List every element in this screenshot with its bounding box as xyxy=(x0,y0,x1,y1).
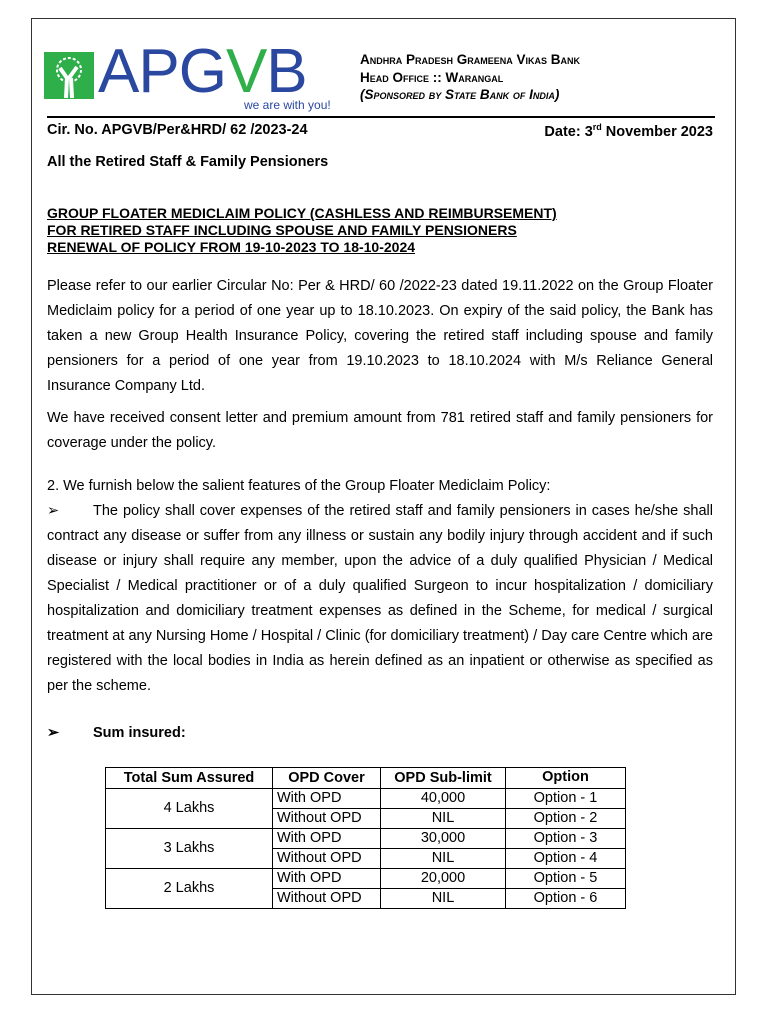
paragraph-3: 2. We furnish below the salient features of the Group Floater Mediclaim Policy: xyxy=(47,478,551,494)
column-header: OPD Sub-limit xyxy=(381,768,506,789)
opd-sublimit-cell: 20,000 xyxy=(381,869,506,889)
paragraph-4: ➢ The policy shall cover expenses of the retired staff and family pensioners in cases he/she shall contract any disease or suffer from any illness or sustain any bodily injury through accident and if such disease or injury shall require any member, upon the advice of a duly qualified Physician / Medical Specialist / Medical practitioner or of a duly qualified Surgeon to incur hospitalization / domiciliary hospitalization and domiciliary treatment expenses as defined in the Scheme, for medical / surgical treatment at any Nursing Home / Hospital / Clinic (for domiciliary treatment) / Day care Centre which are registered with the local bodies in India as herein defined as an inpatient or otherwise as specified as per the scheme. xyxy=(47,499,713,699)
paragraph-2: We have received consent letter and premium amount from 781 retired staff and family pensioners for coverage under the policy. xyxy=(47,410,713,451)
sum-insured-heading: ➢ Sum insured: xyxy=(47,725,186,741)
option-cell: Option - 2 xyxy=(506,809,626,829)
subject-line: FOR RETIRED STAFF INCLUDING SPOUSE AND FAMILY PENSIONERS xyxy=(47,222,517,238)
option-cell: Option - 4 xyxy=(506,849,626,869)
bank-info xyxy=(360,51,580,104)
column-header: Option xyxy=(506,768,626,789)
option-cell: Option - 3 xyxy=(506,829,626,849)
opd-cover-cell: Without OPD xyxy=(273,849,381,869)
sum-assured-cell: 2 Lakhs xyxy=(106,869,273,909)
bank-name: Andhra Pradesh Grameena Vikas Bank xyxy=(360,52,581,67)
opd-sublimit-cell: NIL xyxy=(381,889,506,909)
table-row xyxy=(106,789,626,809)
opd-cover-cell: Without OPD xyxy=(273,809,381,829)
sum-assured-cell: 4 Lakhs xyxy=(106,789,273,829)
subject-line: GROUP FLOATER MEDICLAIM POLICY (CASHLESS AND REIMBURSEMENT) xyxy=(47,205,557,221)
circular-date: Date: 3rd November 2023 xyxy=(544,122,713,140)
sponsor: (Sponsored by State Bank of India) xyxy=(360,87,560,102)
opd-cover-cell: With OPD xyxy=(273,869,381,889)
option-cell: Option - 1 xyxy=(506,789,626,809)
apgvb-logo xyxy=(44,37,356,112)
opd-cover-cell: With OPD xyxy=(273,829,381,849)
opd-sublimit-cell: 40,000 xyxy=(381,789,506,809)
opd-sublimit-cell: 30,000 xyxy=(381,829,506,849)
sum-insured-table xyxy=(105,767,626,909)
opd-sublimit-cell: NIL xyxy=(381,849,506,869)
logo-text: APGVB xyxy=(98,37,307,106)
circular-line xyxy=(47,122,713,140)
subject-line: RENEWAL OF POLICY FROM 19-10-2023 TO 18-10-2024 xyxy=(47,239,416,255)
table-header-row xyxy=(106,768,626,789)
bullet-arrow-icon: ➢ xyxy=(47,725,60,741)
sum-assured-cell: 3 Lakhs xyxy=(106,829,273,869)
subject xyxy=(47,205,557,256)
opd-cover-cell: Without OPD xyxy=(273,889,381,909)
addressee: All the Retired Staff & Family Pensioners xyxy=(47,154,329,170)
paragraph-1: Please refer to our earlier Circular No: Per & HRD/ 60 /2022-23 dated 19.11.2022 on the Group Floater Mediclaim policy for a period of one year up to 18.10.2023. On expiry of the said policy, the Bank has taken a new Group Health Insurance Policy, covering the retired staff including spouse and family pensioners for a period of one year from 19.10.2023 to 18.10.2024 with M/s Reliance General Insurance Company Ltd. xyxy=(47,278,713,394)
opd-sublimit-cell: NIL xyxy=(381,809,506,829)
head-office: Head Office :: Warangal xyxy=(360,69,504,85)
tree-icon xyxy=(44,52,94,99)
option-cell: Option - 6 xyxy=(506,889,626,909)
table-row xyxy=(106,829,626,849)
body-content xyxy=(47,274,713,909)
opd-cover-cell: With OPD xyxy=(273,789,381,809)
option-cell: Option - 5 xyxy=(506,869,626,889)
circular-number: Cir. No. APGVB/Per&HRD/ 62 /2023-24 xyxy=(47,122,308,138)
table-row xyxy=(106,869,626,889)
bullet-arrow-icon: ➢ xyxy=(47,503,60,519)
tagline: we are with you! xyxy=(244,98,331,112)
column-header: Total Sum Assured xyxy=(106,768,273,789)
column-header: OPD Cover xyxy=(273,768,381,789)
header-divider xyxy=(47,116,715,118)
